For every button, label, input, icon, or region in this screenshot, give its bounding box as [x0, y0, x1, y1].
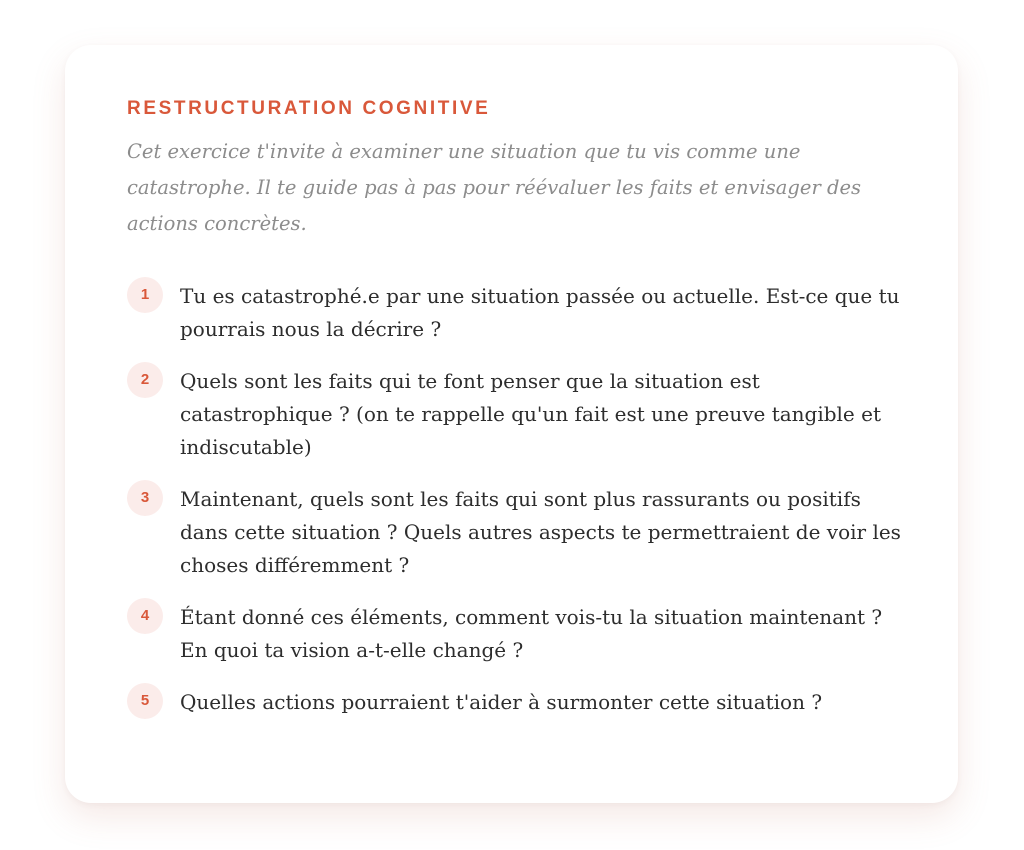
step-number-badge: 2: [127, 362, 163, 398]
step-item: [127, 280, 904, 346]
step-number-badge: 1: [127, 277, 163, 313]
steps-list: [127, 280, 901, 719]
step-item: [127, 365, 904, 464]
step-text: Maintenant, quels sont les faits qui sont plus rassurants ou positifs dans cette situation ? Quels autres aspects te permettraient de voir les choses différemment ?: [180, 487, 901, 577]
step-text: Quelles actions pourraient t'aider à surmonter cette situation ?: [180, 690, 823, 714]
exercise-category-title: RESTRUCTURATION COGNITIVE: [127, 98, 491, 119]
step-text: Étant donné ces éléments, comment vois-tu la situation maintenant ? En quoi ta vision a-t-elle changé ?: [180, 605, 883, 662]
step-number-badge: 4: [127, 598, 163, 634]
step-item: [127, 686, 904, 719]
step-item: [127, 483, 904, 582]
step-item: [127, 601, 904, 667]
step-number-badge: 3: [127, 480, 163, 516]
step-text: Quels sont les faits qui te font penser que la situation est catastrophique ? (on te rappelle qu'un fait est une preuve tangible et indiscutable): [180, 369, 881, 459]
exercise-card: [65, 45, 958, 803]
exercise-intro: Cet exercice t'invite à examiner une situation que tu vis comme une catastrophe. Il te guide pas à pas pour réévaluer les faits et envisager des actions concrètes.: [127, 140, 861, 235]
step-number-badge: 5: [127, 683, 163, 719]
step-text: Tu es catastrophé.e par une situation passée ou actuelle. Est-ce que tu pourrais nous la décrire ?: [180, 284, 900, 341]
